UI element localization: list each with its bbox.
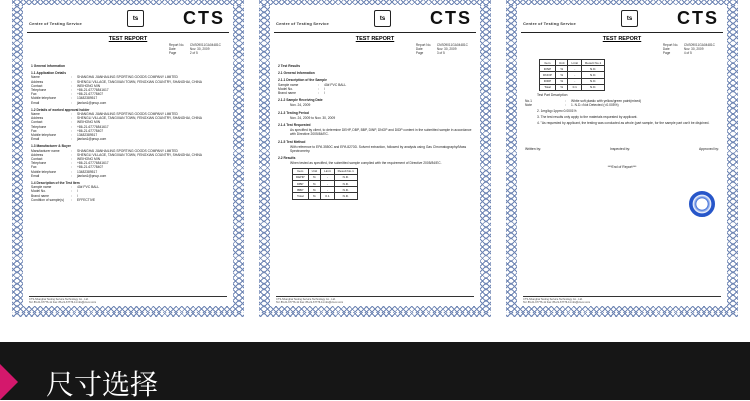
field-label: Contact — [31, 157, 43, 162]
colon: : — [71, 157, 72, 162]
paragraph: When tested as specified, the submitted sample complied with the requirement of Directive 2005/84/EC. — [290, 161, 442, 166]
report-title: TEST REPORT — [108, 36, 148, 42]
paragraph: As specified by client, to determine DEHP, DBP, BBP, DINP, DNOP and DIDP content in the submitted sample in accordance with Directive 2005/84/EC. — [290, 128, 472, 137]
colon: : — [565, 103, 566, 108]
colon: : — [71, 152, 72, 157]
field-value: 13482389517 — [77, 96, 98, 101]
table-cell: % — [555, 66, 568, 72]
field-label: Telephone — [31, 161, 47, 166]
section-heading: 2.1 General Information — [278, 71, 315, 76]
report-body — [31, 61, 225, 202]
field-label: No.1 — [525, 99, 532, 104]
section-heading: 1.3 Manufacturer & Buyer — [31, 144, 71, 149]
field-label: Email — [31, 137, 40, 142]
table-cell: Total — [540, 84, 556, 90]
colon: : — [71, 197, 72, 202]
table-cell: N.D. — [334, 187, 357, 193]
meta-key: Date — [168, 47, 176, 51]
field-value: White soft plastic with yellow/green paint(mixed) — [571, 99, 642, 104]
header-rule — [274, 32, 476, 33]
colon: : — [71, 120, 72, 125]
footer-rule — [276, 296, 474, 297]
report-meta — [663, 43, 715, 55]
page-footer — [276, 296, 474, 304]
colon: : — [71, 124, 72, 129]
cts-emblem-icon: ts — [127, 10, 144, 27]
meta-key: Report No. — [662, 43, 679, 47]
table-cell: - — [568, 78, 582, 84]
table-header-cell: Result No.1 — [582, 60, 605, 66]
page-header — [517, 5, 727, 33]
table-cell: N.D. — [582, 78, 605, 84]
field-label: Contact — [31, 120, 43, 125]
paragraph: 3. The test results only apply to the materials requested by applicant. — [537, 114, 638, 119]
field-label: Mobile telephone — [31, 133, 57, 138]
colon: : — [71, 137, 72, 142]
field-value: SHANGHAI JIANHAILING SPORTING GOODS COMPANY LIMITED — [77, 112, 178, 117]
field-label: Address — [31, 116, 44, 121]
meta-key: Date — [662, 47, 670, 51]
cts-emblem-icon: ts — [621, 10, 638, 27]
meta-value: 2 of 5 — [189, 51, 198, 55]
field-label: Model No. — [31, 189, 47, 194]
colon: : — [318, 86, 319, 91]
colon: : — [71, 96, 72, 101]
table-row — [293, 193, 358, 199]
signature-label: Approved by: — [699, 147, 719, 152]
centre-name: Centre of Testing Service — [29, 21, 82, 26]
cts-logo: CTS — [183, 8, 225, 28]
field-label: Model No. — [278, 86, 294, 91]
field-value: +86-21-67776841617 — [77, 161, 109, 166]
meta-key: Page — [662, 51, 671, 55]
field-row — [525, 103, 719, 107]
colon: : — [71, 75, 72, 80]
meta-key: Page — [415, 51, 424, 55]
banner-accent-triangle — [0, 364, 18, 400]
report-page-3 — [506, 0, 738, 317]
footer-line: Tel: 86-21-67776-11 Fax: 86-21-67776-11 info@cts-tc.com — [29, 300, 97, 304]
section-heading: 2.1.1 Description of the Sample — [278, 78, 327, 83]
field-value: / — [77, 189, 78, 194]
results-table — [292, 168, 358, 200]
table-header-cell: Unit — [555, 60, 568, 66]
footer-rule — [29, 296, 227, 297]
page-footer — [29, 296, 227, 304]
field-value: +86-21-67776841617 — [77, 88, 109, 93]
field-row — [31, 198, 225, 202]
field-label: Manufacturer name — [31, 148, 60, 153]
field-value: EFFECTIVE — [77, 197, 96, 202]
field-row — [31, 174, 225, 178]
footer-line: Tel: 86-21-67776-11 Fax: 86-21-67776-11 info@cts-tc.com — [276, 300, 344, 304]
field-value: SHENGLI VILLAGE, TANGXIAN TOWN, FENGXIAN COUNTRY, SHANGHAI, CHINA — [77, 79, 202, 84]
meta-value: Nov. 30, 2009 — [683, 47, 704, 51]
colon: : — [318, 82, 319, 87]
colon: : — [71, 79, 72, 84]
page-footer — [523, 296, 721, 304]
table-cell: DBP — [293, 181, 309, 187]
colon: : — [71, 165, 72, 170]
table-cell: BBP — [293, 187, 309, 193]
page-header — [270, 5, 480, 33]
signature-label: Inspected by: — [610, 147, 631, 152]
table-cell: % — [308, 193, 321, 199]
field-row — [31, 137, 225, 141]
table-cell: Total — [293, 193, 309, 199]
field-value: 13482389517 — [77, 169, 98, 174]
meta-key: Report No. — [415, 43, 432, 47]
table-header-cell: Limit — [321, 168, 335, 174]
field-label: Mobile telephone — [31, 96, 57, 101]
field-value: / — [324, 91, 325, 96]
end-of-report: ***End of Report*** — [607, 165, 637, 170]
table-cell: N.D. — [582, 66, 605, 72]
field-row — [278, 91, 472, 95]
table-cell: N.D. — [334, 174, 357, 180]
signature-row — [525, 147, 719, 151]
field-value: 1. N.D.=Not Detected (<0.005%) — [571, 103, 619, 108]
table-cell: DINP — [540, 66, 556, 72]
report-body — [278, 61, 472, 202]
field-label: Sample name — [278, 82, 299, 87]
colon: : — [71, 100, 72, 105]
table-cell: % — [308, 181, 321, 187]
section-heading: 2.1.3 Testing Period — [278, 110, 309, 115]
colon: : — [71, 133, 72, 138]
table-cell: - — [321, 187, 335, 193]
meta-row — [169, 51, 221, 55]
report-meta — [416, 43, 468, 55]
field-value: 40# PVC BALL — [77, 185, 100, 190]
meta-value: 3 of 5 — [436, 51, 445, 55]
paragraph: 4. "As requested by applicant, the testing was conducted as whole (part sample, for the sample part can't be disjoined. — [537, 121, 710, 126]
table-cell: DEHP — [293, 174, 309, 180]
table-cell: 0.1 — [321, 193, 335, 199]
table-header-cell: Unit — [308, 168, 321, 174]
colon: : — [71, 189, 72, 194]
colon: : — [71, 88, 72, 93]
field-value: +86-21-67778407 — [77, 165, 104, 170]
meta-row — [663, 51, 715, 55]
field-value: SHENGLI VILLAGE, TANGXIAN TOWN, FENGXIAN COUNTRY, SHANGHAI, CHINA — [77, 116, 202, 121]
meta-value: CNS09011GA04481C — [436, 43, 468, 47]
field-value: 40# PVC BALL — [324, 82, 347, 87]
cts-emblem-icon: ts — [374, 10, 391, 27]
table-header-cell: Limit — [568, 60, 582, 66]
field-label: Fax — [31, 128, 37, 133]
footer-line: CTS-Shanghai Testing Service Technology Co., Ltd. — [523, 297, 583, 301]
colon: : — [71, 193, 72, 198]
field-value: +86-21-67778407 — [77, 128, 104, 133]
section-heading: 2.1.5 Test Method — [278, 139, 306, 144]
table-cell: N.D. — [582, 84, 605, 90]
colon: : — [71, 83, 72, 88]
banner-title: 尺寸选择 — [46, 368, 159, 401]
colon: : — [318, 91, 319, 96]
field-label: Email — [31, 173, 40, 178]
field-label: Name — [31, 75, 40, 80]
table-cell: 0.1 — [568, 84, 582, 90]
meta-key: Date — [415, 47, 423, 51]
signature-label: Written by: — [525, 147, 542, 152]
colon: : — [71, 169, 72, 174]
table-cell: DIDP — [540, 78, 556, 84]
meta-value: Nov. 30, 2009 — [436, 47, 457, 51]
report-title: TEST REPORT — [355, 36, 395, 42]
section-heading: 1.4 Description of the Test Item — [31, 181, 80, 186]
field-value: jianlan1@pnup.com — [77, 173, 107, 178]
table-cell: % — [308, 187, 321, 193]
colon: : — [565, 99, 566, 104]
field-label: Address — [31, 152, 44, 157]
field-label: Email — [31, 100, 40, 105]
report-meta — [169, 43, 221, 55]
report-page-1 — [12, 0, 244, 317]
field-label: Mobile telephone — [31, 169, 57, 174]
meta-key: Page — [168, 51, 177, 55]
table-header-cell: Item — [540, 60, 556, 66]
table-cell: % — [555, 84, 568, 90]
meta-value: Nov. 30, 2009 — [189, 47, 210, 51]
field-value: jianlan1@pnup.com — [77, 137, 107, 142]
page-header — [23, 5, 233, 33]
colon: : — [71, 161, 72, 166]
field-value: / — [324, 86, 325, 91]
table-cell: % — [555, 78, 568, 84]
table-cell: - — [321, 174, 335, 180]
paragraph: With reference to EPA 3550C and EPA 8270D. Solvent extraction, followed by analysis using Gas Chromatography/Mass Spectrometry. — [290, 144, 467, 154]
report-page-2 — [259, 0, 491, 317]
table-row — [540, 84, 605, 90]
report-body — [525, 57, 719, 170]
cts-logo: CTS — [430, 8, 472, 28]
page-paper — [23, 5, 233, 306]
field-label: Fax — [31, 92, 37, 97]
centre-name: Centre of Testing Service — [523, 21, 576, 26]
field-value: WEIHONG MIN — [77, 83, 101, 88]
field-value: SHENGLI VILLAGE, TANGXIAN TOWN, FENGXIAN COUNTRY, SHANGHAI, CHINA — [77, 152, 202, 157]
paragraph: 2. 1mg/kg=1ppm=0.0001% — [537, 108, 577, 113]
field-label: Contact — [31, 83, 43, 88]
field-row — [31, 101, 225, 105]
field-label: Brand name — [278, 91, 296, 96]
section-heading: 1.2 Details of worked approval holder — [31, 107, 90, 112]
approval-stamp-icon — [689, 191, 715, 217]
field-label: Fax — [31, 165, 37, 170]
field-value: WEIHONG MIN — [77, 120, 101, 125]
table-cell: % — [308, 174, 321, 180]
footer-line: CTS-Shanghai Testing Service Technology Co., Ltd. — [276, 297, 336, 301]
paragraph: Test Part Description — [537, 93, 568, 98]
section-heading: 1.1 Application Details — [31, 71, 67, 76]
table-cell: % — [555, 72, 568, 78]
colon: : — [71, 128, 72, 133]
centre-name: Centre of Testing Service — [276, 21, 329, 26]
paragraph: Nov. 24, 2009 — [290, 103, 311, 108]
field-label: Address — [31, 79, 44, 84]
colon: : — [71, 92, 72, 97]
field-value: SHANGHAI JIANHAILING SPORTING GOODS COMPANY LIMITED — [77, 75, 178, 80]
field-label: Telephone — [31, 124, 47, 129]
section-heading: 2.1.2 Sample Receiving Date — [278, 98, 323, 103]
field-label: Telephone — [31, 88, 47, 93]
results-table — [539, 59, 605, 91]
field-value: 13482389517 — [77, 133, 98, 138]
header-rule — [27, 32, 229, 33]
colon: : — [71, 148, 72, 153]
table-cell: - — [568, 66, 582, 72]
field-value: SHANGHAI JIANHAILING SPORTING GOODS COMPANY LIMITED — [77, 148, 178, 153]
field-label: Brand name — [31, 193, 49, 198]
field-value: +86-21-67778407 — [77, 92, 104, 97]
table-cell: - — [568, 72, 582, 78]
field-value: jianlan1@pnup.com — [77, 100, 107, 105]
table-cell: N.D. — [334, 181, 357, 187]
meta-row — [416, 51, 468, 55]
colon: : — [71, 173, 72, 178]
colon: : — [71, 185, 72, 190]
field-label: Sample name — [31, 185, 52, 190]
table-cell: N.D. — [582, 72, 605, 78]
footer-line: Tel: 86-21-67776-11 Fax: 86-21-67776-11 info@cts-tc.com — [523, 300, 591, 304]
field-label: Name — [31, 112, 40, 117]
page-paper — [517, 5, 727, 306]
field-label: Condition of sample(s) — [31, 197, 64, 202]
colon: : — [71, 112, 72, 117]
section-heading: 2.1.4 Test Requested — [278, 123, 311, 128]
paragraph: Nov. 24, 2009 to Nov. 30, 2009 — [290, 115, 336, 120]
table-cell: DNOP — [540, 72, 556, 78]
footer-rule — [523, 296, 721, 297]
table-cell: N.D. — [334, 193, 357, 199]
meta-value: 4 of 5 — [683, 51, 692, 55]
field-label: Note — [525, 103, 532, 108]
cts-logo: CTS — [677, 8, 719, 28]
table-header-cell: Result No.1 — [334, 168, 357, 174]
field-value: +86-21-67776841617 — [77, 124, 109, 129]
field-value: / — [77, 193, 78, 198]
colon: : — [71, 116, 72, 121]
footer-line: CTS-Shanghai Testing Service Technology Co., Ltd. — [29, 297, 89, 301]
report-title: TEST REPORT — [602, 36, 642, 42]
section-heading: 2 Test Results — [278, 64, 301, 68]
meta-value: CNS09011GA04481C — [683, 43, 715, 47]
section-heading: 2.2 Results — [278, 156, 296, 161]
meta-value: CNS09011GA04481C — [189, 43, 221, 47]
page-paper — [270, 5, 480, 306]
header-rule — [521, 32, 723, 33]
meta-key: Report No. — [168, 43, 185, 47]
table-header-cell: Item — [293, 168, 309, 174]
field-value: WEIHONG MIN — [77, 157, 101, 162]
table-cell: - — [321, 181, 335, 187]
section-heading: 1 General Information — [31, 64, 66, 68]
